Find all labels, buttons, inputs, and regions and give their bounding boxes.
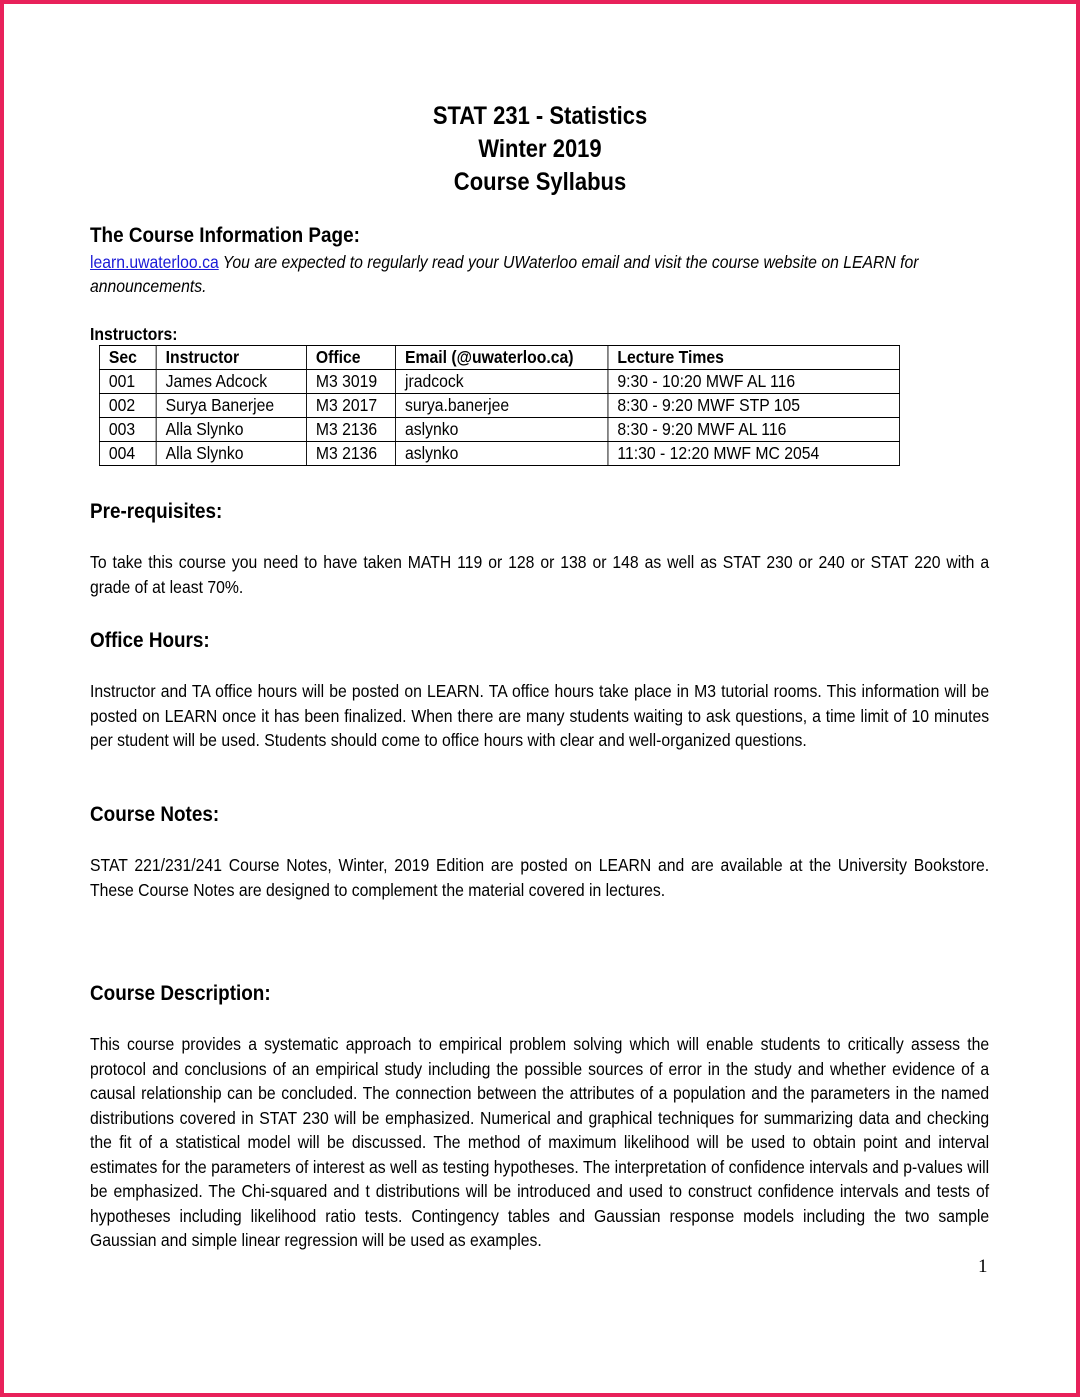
cell-lecture-times: 9:30 - 10:20 MWF AL 116 — [608, 370, 900, 394]
table-row — [99, 370, 899, 394]
office-hours-text: Instructor and TA office hours will be posted on LEARN. TA office hours take place in M3 tutorial rooms. This information will be posted on LEARN once it has been finalized. When there are many students waiting to ask questions, a time limit of 10 minutes per student will be used. Students should come to office hours with clear and well-organized questions. — [90, 681, 990, 750]
course-description-heading: Course Description: — [90, 982, 271, 1005]
course-info-text — [90, 250, 989, 298]
cell-office: M3 3019 — [306, 370, 395, 394]
header-instructor: Instructor — [156, 346, 306, 370]
cell-email: jradcock — [396, 370, 608, 394]
title-line-3: Course Syllabus — [453, 168, 627, 196]
header-email: Email (@uwaterloo.ca) — [396, 346, 608, 370]
office-hours-section — [90, 629, 990, 753]
course-notes-text: STAT 221/231/241 Course Notes, Winter, 2019 Edition are posted on LEARN and are available at the University Bookstore. These Course Notes are designed to complement the material covered in lectures. — [90, 855, 990, 900]
title-line-2: Winter 2019 — [478, 135, 602, 163]
office-hours-heading: Office Hours: — [90, 629, 210, 652]
table-row — [99, 418, 899, 442]
cell-sec: 003 — [99, 418, 156, 442]
course-info-heading: The Course Information Page: — [90, 224, 360, 247]
cell-lecture-times: 11:30 - 12:20 MWF MC 2054 — [608, 442, 900, 466]
cell-sec: 004 — [99, 442, 156, 466]
learn-link[interactable]: learn.uwaterloo.ca — [90, 252, 219, 272]
cell-email: surya.banerjee — [396, 394, 608, 418]
cell-sec: 001 — [99, 370, 156, 394]
course-notes-heading: Course Notes: — [90, 803, 220, 826]
cell-instructor: Surya Banerjee — [156, 394, 306, 418]
cell-office: M3 2017 — [306, 394, 395, 418]
instructors-label: Instructors: — [90, 324, 178, 344]
cell-lecture-times: 8:30 - 9:20 MWF AL 116 — [608, 418, 900, 442]
table-row — [99, 394, 899, 418]
cell-office: M3 2136 — [306, 418, 395, 442]
instructors-section — [90, 324, 990, 466]
cell-instructor: James Adcock — [156, 370, 306, 394]
course-info-section — [90, 224, 990, 298]
title-line-1: STAT 231 - Statistics — [432, 102, 648, 130]
header-lecture-times: Lecture Times — [608, 346, 900, 370]
header-sec: Sec — [99, 346, 156, 370]
cell-lecture-times: 8:30 - 9:20 MWF STP 105 — [608, 394, 900, 418]
document-title — [144, 100, 936, 199]
prereq-heading: Pre-requisites: — [90, 500, 223, 523]
cell-sec: 002 — [99, 394, 156, 418]
page-number: 1 — [978, 1256, 988, 1277]
cell-email: aslynko — [396, 418, 608, 442]
cell-instructor: Alla Slynko — [156, 442, 306, 466]
cell-instructor: Alla Slynko — [156, 418, 306, 442]
course-description-section — [90, 982, 990, 1253]
cell-office: M3 2136 — [306, 442, 395, 466]
table-header-row — [99, 346, 899, 370]
course-notes-section — [90, 803, 990, 902]
instructors-table — [99, 345, 900, 466]
prereq-section — [90, 500, 990, 599]
cell-email: aslynko — [396, 442, 608, 466]
course-info-note: You are expected to regularly read your UWaterloo email and visit the course website on LEARN for announcements. — [90, 252, 919, 296]
prereq-text: To take this course you need to have taken MATH 119 or 128 or 138 or 148 as well as STAT 230 or 240 or STAT 220 with a grade of at least 70%. — [90, 552, 990, 597]
header-office: Office — [306, 346, 395, 370]
table-row — [99, 442, 899, 466]
course-description-text: This course provides a systematic approach to empirical problem solving which will enable students to critically assess the protocol and conclusions of an empirical study including the possible sources of error in the study and whether evidence of a causal relationship can be concluded. The connection between the attributes of a population and the parameters in the named distributions covered in STAT 230 will be emphasized. Numerical and graphical techniques for summarizing data and checking the fit of a statistical model will be discussed. The method of maximum likelihood will be used to obtain point and interval estimates for the parameters of interest as well as testing hypotheses. The interpretation of confidence intervals and p-values will be emphasized. The Chi-squared and t distributions will be introduced and used to construct confidence intervals and tests of hypotheses including likelihood ratio tests. Contingency tables and Gaussian response models including the two sample Gaussian and simple linear regression will be used as examples. — [90, 1034, 990, 1250]
